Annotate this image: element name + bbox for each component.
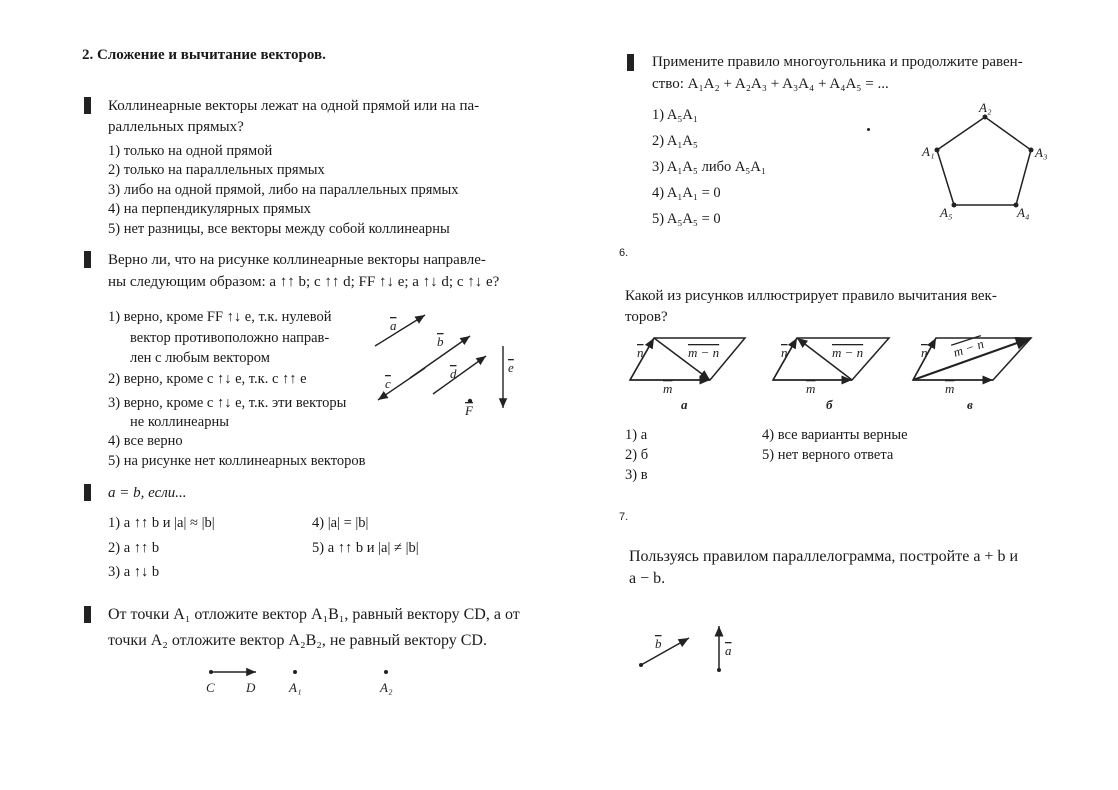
q2-option[interactable]: 3) верно, кроме c ↑↓ e, т.к. эти векторы (108, 395, 347, 411)
q2-option-cont: вектор противоположно направ- (130, 330, 330, 346)
q5-option[interactable]: 2) A₁A₅ (652, 133, 698, 149)
q2-option[interactable]: 5) на рисунке нет коллинеарных векторов (108, 453, 366, 469)
q2-text-line1: Верно ли, что на рисунке коллинеарные векторы направле- (108, 252, 486, 268)
label-C: C (206, 680, 215, 695)
q3-option[interactable]: 3) a ↑↓ b (108, 564, 160, 580)
label-e: e (508, 360, 514, 375)
question-marker (84, 606, 91, 623)
q3-option[interactable]: 2) a ↑↑ b (108, 540, 160, 556)
fig-c-diff: m − n (951, 335, 986, 360)
point-C (209, 670, 213, 674)
pentagon (937, 117, 1031, 205)
figure-b (773, 338, 889, 380)
q4-text-line2: точки A₂ отложите вектор A₂B₂, не равный вектору CD. (108, 632, 487, 649)
question-marker (84, 484, 91, 501)
q5-option[interactable]: 5) A₅A₅ = 0 (652, 211, 721, 227)
q6-number: 6. (619, 247, 629, 259)
fig-b-n: n (781, 345, 788, 360)
label-d: d (450, 366, 457, 381)
q2-option-cont: лен с любым вектором (130, 350, 270, 366)
q6-option[interactable]: 1) а (625, 427, 648, 443)
q7-text-line2: a − b. (629, 570, 666, 587)
q1-text-line2: раллельных прямых? (108, 119, 244, 135)
q6-option[interactable]: 3) в (625, 467, 648, 483)
fig-a-m: m (663, 381, 673, 396)
fig-c-caption: в (967, 397, 973, 412)
label-A4: A₄ (1017, 205, 1030, 220)
q4-text-line1: От точки A₁ отложите вектор A₁B₁, равный вектору CD, а от (108, 606, 520, 623)
q2-option-cont: не коллинеарны (130, 414, 229, 430)
fig-c-n: n (921, 345, 928, 360)
q6-option[interactable]: 2) б (625, 447, 649, 463)
fig-c-m: m (945, 381, 955, 396)
q6-text-line2: торов? (625, 309, 668, 325)
fig-a-n: n (637, 345, 644, 360)
q7-number: 7. (619, 511, 629, 523)
q2-option[interactable]: 2) верно, кроме c ↑↓ e, т.к. c ↑↑ e (108, 371, 307, 387)
fig-b-m: m (806, 381, 816, 396)
q6-option[interactable]: 4) все варианты верные (762, 427, 908, 443)
point-A1 (293, 670, 297, 674)
q5-option[interactable]: 3) A₁A₅ либо A₅A₁ (652, 159, 766, 175)
q2-option[interactable]: 4) все верно (108, 433, 183, 449)
label-c: c (385, 376, 391, 391)
q3-title: a = b, если... (108, 485, 187, 501)
label-a: a (390, 318, 397, 333)
q5-text-line1: Примените правило многоугольника и продолжите равен- (652, 54, 1023, 70)
section-title: 2. Сложение и вычитание векторов. (82, 47, 326, 63)
label-b: b (437, 334, 444, 349)
label-A1: A₁ (922, 144, 935, 159)
q3-option[interactable]: 4) |a| = |b| (312, 515, 369, 531)
point-A2 (384, 670, 388, 674)
label-A3: A₃ (1035, 145, 1048, 160)
q5-option[interactable]: 1) A₅A₁ (652, 107, 698, 123)
label-A1: A₁ (289, 680, 302, 695)
q6-text-line1: Какой из рисунков иллюстрирует правило вычитания век- (625, 288, 997, 304)
fig-b-diff: m − n (832, 345, 864, 360)
q2-option[interactable]: 1) верно, кроме FF ↑↓ e, т.к. нулевой (108, 309, 332, 325)
label-b: b (655, 636, 662, 651)
vector-d (433, 356, 486, 394)
label-A2: A₂ (380, 680, 393, 695)
q3-option[interactable]: 5) a ↑↑ b и |a| ≠ |b| (312, 540, 419, 556)
label-A5: A₅ (940, 205, 953, 220)
label-F: F (465, 403, 473, 418)
q5-text-line2: ство: A₁A₂ + A₂A₃ + A₃A₄ + A₄A₅ = ... (652, 76, 889, 92)
q1-option[interactable]: 2) только на параллельных прямых (108, 162, 325, 178)
q7-text-line1: Пользуясь правилом параллелограмма, постройте a + b и (629, 548, 1019, 565)
fig-b-caption: б (826, 397, 833, 412)
q1-option[interactable]: 1) только на одной прямой (108, 143, 273, 159)
q3-option[interactable]: 1) a ↑↑ b и |a| ≈ |b| (108, 515, 215, 531)
vector-a (375, 315, 425, 346)
stray-dot (867, 128, 870, 131)
fig-a-diff: m − n (688, 345, 720, 360)
question-marker (84, 251, 91, 268)
q1-option[interactable]: 3) либо на одной прямой, либо на параллельных прямых (108, 182, 459, 198)
q1-text-line1: Коллинеарные векторы лежат на одной прямой или на па- (108, 98, 480, 114)
vector-b (641, 638, 689, 665)
label-a: a (725, 643, 732, 658)
label-A2: A₂ (979, 100, 992, 115)
label-D: D (246, 680, 256, 695)
q6-option[interactable]: 5) нет верного ответа (762, 447, 894, 463)
q2-text-line2: ны следующим образом: a ↑↑ b; c ↑↑ d; FF ↑↓ e; a ↑↓ d; c ↑↓ e? (108, 274, 500, 290)
question-marker (627, 54, 634, 71)
fig-a-caption: а (681, 397, 688, 412)
question-marker (84, 97, 91, 114)
q1-option[interactable]: 4) на перпендикулярных прямых (108, 201, 311, 217)
q5-option[interactable]: 4) A₁A₁ = 0 (652, 185, 721, 201)
q1-option[interactable]: 5) нет разницы, все векторы между собой коллинеарны (108, 221, 450, 237)
